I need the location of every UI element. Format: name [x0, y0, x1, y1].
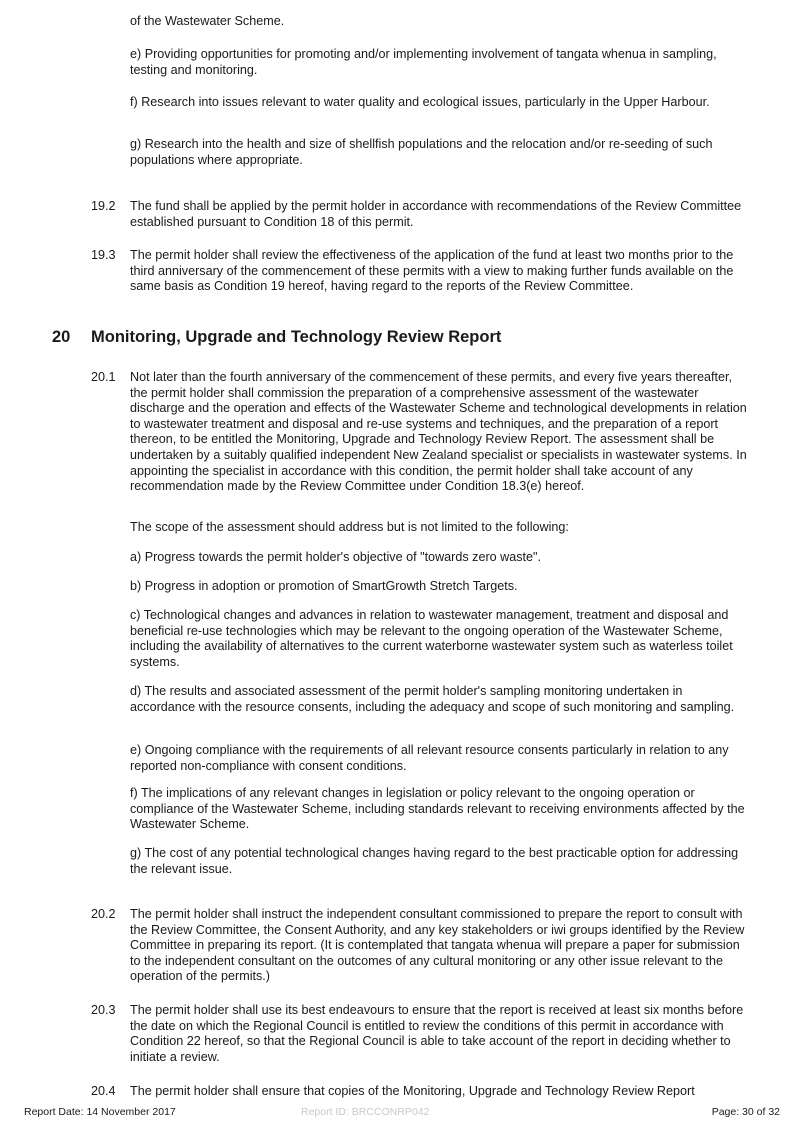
clause-text: The permit holder shall instruct the independent consultant commissioned to prepare the report to consult with the Review Committee, the Consent Authority, and any key stakeholders or iwi groups identified by the Review Committee in preparing its report. (It is contemplated that tangata whenua will prepare a paper for submission to the independent consultant on the outcomes of any cultural monitoring or any other issue relevant to the operation of the permits.) — [130, 907, 745, 984]
report-id: Report ID: BRCCONRP042 — [301, 1106, 430, 1118]
clause-text: The fund shall be applied by the permit holder in accordance with recommendations of the Review Committee established pursuant to Condition 18 of this permit. — [130, 199, 742, 229]
continuation-text: of the Wastewater Scheme. — [130, 14, 285, 28]
section-number: 20 — [52, 328, 71, 346]
clause-text: The permit holder shall review the effectiveness of the application of the fund at least two months prior to the third anniversary of the commencement of these permits with a view to making further funds available on the same basis as Condition 19 hereof, having regard to the reports of the Review Committee. — [130, 248, 734, 294]
section-heading: Monitoring, Upgrade and Technology Review Report — [91, 328, 502, 346]
clause-text: Not later than the fourth anniversary of the commencement of these permits, and every five years thereafter, the permit holder shall commission the preparation of a comprehensive assessment of the wastewater discharge and the operation and effects of the Wastewater Scheme and technological developments in relation to wastewater treatment and disposal and re-use systems and techniques, and the preparation of a report thereon, to be entitled the Monitoring, Upgrade and Technology Review Report. The assessment shall be undertaken by a suitably qualified independent New Zealand specialist or specialists in wastewater systems. In appointing the specialist in accordance with this condition, the permit holder shall take account of any recommendation made by the Review Committee under Condition 18.3(e) hereof. — [130, 370, 747, 494]
list-item: a) Progress towards the permit holder's objective of "towards zero waste". — [130, 550, 542, 564]
page-number: Page: 30 of 32 — [711, 1106, 780, 1118]
list-item: g) The cost of any potential technological changes having regard to the best practicable option for addressing the relevant issue. — [130, 846, 739, 876]
list-item: c) Technological changes and advances in relation to wastewater management, treatment and disposal and beneficial re-use technologies which may be relevant to the ongoing operation of the Wastewater Scheme, including the availability of alternatives to the current waterborne wastewater system such as waterless toilet systems. — [130, 608, 733, 669]
list-item: e) Ongoing compliance with the requirements of all relevant resource consents particularly in relation to any reported non-compliance with consent conditions. — [130, 743, 729, 773]
report-date: Report Date: 14 November 2017 — [24, 1106, 176, 1118]
clause-number: 19.3 — [91, 248, 116, 262]
list-item: e) Providing opportunities for promoting and/or implementing involvement of tangata whenua in sampling, testing and monitoring. — [130, 47, 717, 77]
clause-number: 20.2 — [91, 907, 116, 921]
list-item: g) Research into the health and size of shellfish populations and the relocation and/or re-seeding of such populations where appropriate. — [130, 137, 713, 167]
list-item: d) The results and associated assessment of the permit holder's sampling monitoring undertaken in accordance with the resource consents, including the adequacy and scope of such monitoring and sampling. — [130, 684, 735, 714]
clause-text: The permit holder shall ensure that copies of the Monitoring, Upgrade and Technology Review Report — [130, 1084, 695, 1098]
list-item: f) Research into issues relevant to water quality and ecological issues, particularly in the Upper Harbour. — [130, 95, 710, 109]
clause-number: 20.1 — [91, 370, 116, 384]
clause-number: 20.3 — [91, 1003, 116, 1017]
clause-number: 19.2 — [91, 199, 116, 213]
clause-number: 20.4 — [91, 1084, 116, 1098]
scope-intro: The scope of the assessment should address but is not limited to the following: — [130, 520, 569, 534]
list-item: f) The implications of any relevant changes in legislation or policy relevant to the ongoing operation or compliance of the Wastewater Scheme, including standards relevant to receiving environments affected by the Wastewater Scheme. — [130, 786, 745, 832]
clause-text: The permit holder shall use its best endeavours to ensure that the report is received at least six months before the date on which the Regional Council is entitled to review the conditions of this permit in accordance with Condition 22 hereof, so that the Regional Council is able to take account of the report in deciding whether to initiate a review. — [130, 1003, 744, 1064]
list-item: b) Progress in adoption or promotion of SmartGrowth Stretch Targets. — [130, 579, 518, 593]
